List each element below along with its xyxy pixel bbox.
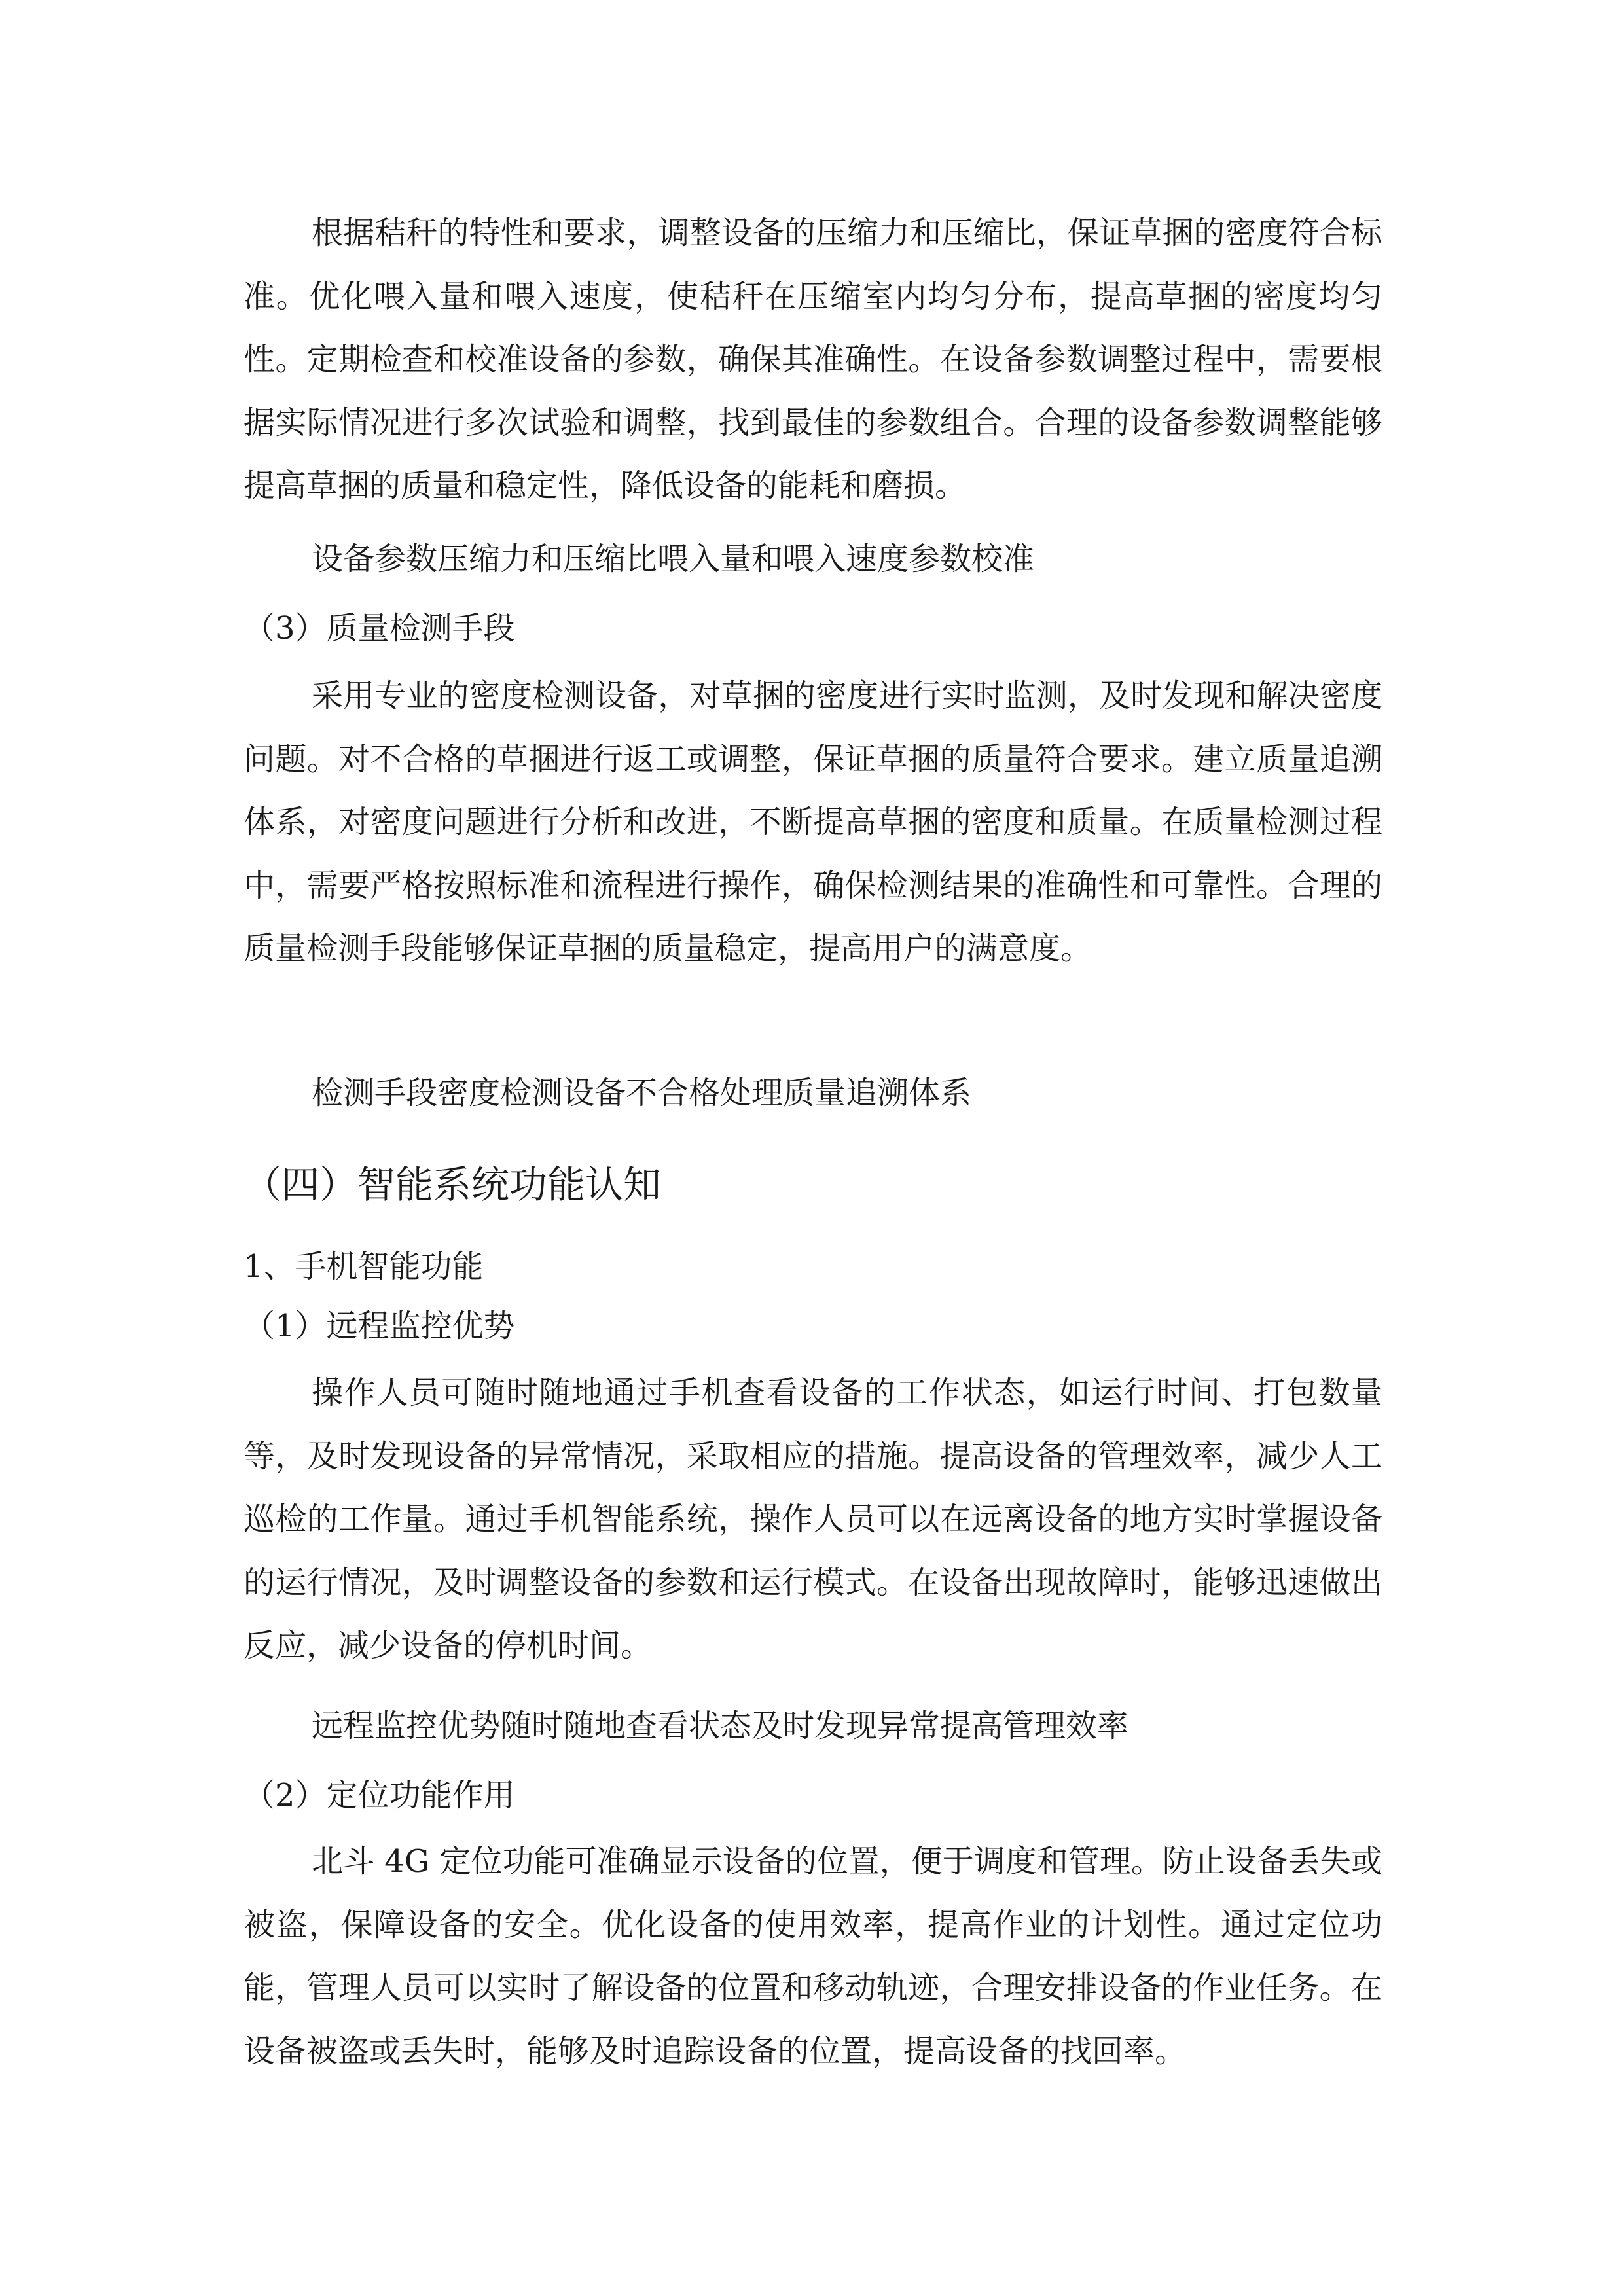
paragraph-quality-inspection: 采用专业的密度检测设备，对草捆的密度进行实时监测，及时发现和解决密度问题。对不合格的草捆进行返工或调整，保证草捆的质量符合要求。建立质量追溯体系，对密度问题进行分析和改进，不断提高草捆的密度和质量。在质量检测过程中，需要严格按照标准和流程进行操作，确保检测结果的准确性和可靠性。合理的质量检测手段能够保证草捆的质量稳定，提高用户的满意度。	[244, 677, 1382, 967]
paragraph-positioning-function: 北斗 4G 定位功能可准确显示设备的位置，便于调度和管理。防止设备丢失或被盗，保障设备的安全。优化设备的使用效率，提高作业的计划性。通过定位功能，管理人员可以实时了解设备的位置和移动轨迹，合理安排设备的作业任务。在设备被盗或丢失时，能够及时追踪设备的位置，提高设备的找回率。	[244, 1843, 1382, 2070]
subheading-positioning-function: （2）定位功能作用	[244, 1777, 515, 1814]
summary-parameter-adjustment: 设备参数压缩力和压缩比喂入量和喂入速度参数校准	[312, 541, 1035, 577]
summary-remote-monitoring: 远程监控优势随时随地查看状态及时发现异常提高管理效率	[312, 1708, 1129, 1744]
subheading-remote-monitoring: （1）远程监控优势	[244, 1308, 515, 1344]
summary-quality-inspection: 检测手段密度检测设备不合格处理质量追溯体系	[312, 1075, 972, 1111]
item-heading-mobile-smart-function: 1、手机智能功能	[244, 1248, 484, 1285]
paragraph-parameter-adjustment: 根据秸秆的特性和要求，调整设备的压缩力和压缩比，保证草捆的密度符合标准。优化喂入量和喂入速度，使秸秆在压缩室内均匀分布，提高草捆的密度均匀性。定期检查和校准设备的参数，确保其准确性。在设备参数调整过程中，需要根据实际情况进行多次试验和调整，找到最佳的参数组合。合理的设备参数调整能够提高草捆的质量和稳定性，降低设备的能耗和磨损。	[244, 215, 1382, 504]
paragraph-remote-monitoring: 操作人员可随时随地通过手机查看设备的工作状态，如运行时间、打包数量等，及时发现设备的异常情况，采取相应的措施。提高设备的管理效率，减少人工巡检的工作量。通过手机智能系统，操作人员可以在远离设备的地方实时掌握设备的运行情况，及时调整设备的参数和运行模式。在设备出现故障时，能够迅速做出反应，减少设备的停机时间。	[244, 1374, 1382, 1664]
subheading-quality-inspection: （3）质量检测手段	[244, 610, 515, 647]
section-heading-smart-system: （四）智能系统功能认知	[244, 1162, 662, 1207]
